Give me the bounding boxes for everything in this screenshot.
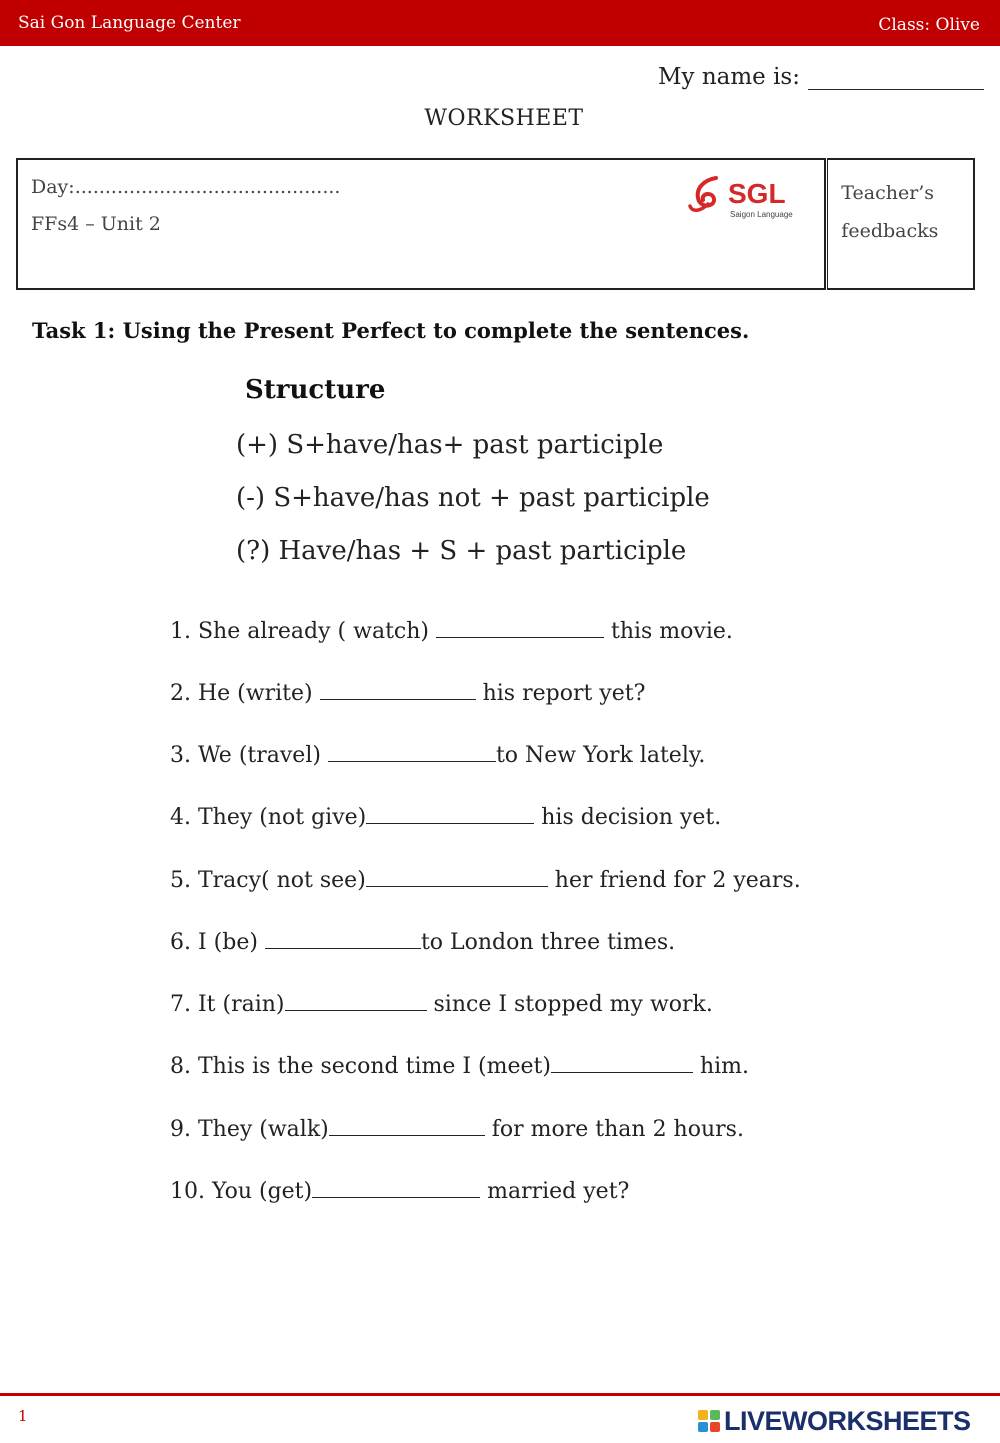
unit-label: FFs4 – Unit 2 — [31, 213, 161, 235]
answer-blank[interactable] — [329, 1116, 485, 1136]
day-field: Day:............................................ — [31, 176, 341, 198]
header-bar — [0, 0, 1000, 46]
question-item — [170, 867, 801, 893]
answer-blank[interactable] — [366, 867, 548, 887]
answer-blank[interactable] — [366, 804, 534, 824]
question-item — [170, 991, 713, 1017]
question-text: 5. Tracy( not see) — [170, 868, 366, 893]
answer-blank[interactable] — [312, 1178, 480, 1198]
question-text: married yet? — [480, 1179, 630, 1204]
sgl-swoosh-icon — [686, 172, 730, 220]
structure-question: (?) Have/has + S + past participle — [236, 536, 687, 566]
question-text: 2. He (write) — [170, 681, 320, 706]
question-text: his report yet? — [475, 681, 646, 706]
question-text: 10. You (get) — [170, 1179, 313, 1204]
question-item — [170, 680, 645, 706]
question-text: 1. She already ( watch) — [170, 619, 436, 644]
question-text: 3. We (travel) — [170, 743, 328, 768]
question-text: his decision yet. — [534, 805, 722, 830]
answer-blank[interactable] — [328, 742, 496, 762]
feedback-label: Teacher’s feedbacks — [841, 182, 939, 242]
answer-blank[interactable] — [265, 929, 421, 949]
class-label: Class: Olive — [878, 15, 980, 35]
page-title: WORKSHEET — [424, 106, 584, 131]
liveworksheets-logo[interactable] — [698, 1405, 971, 1437]
question-text: 9. They (walk) — [170, 1117, 329, 1142]
school-name: Sai Gon Language Center — [18, 13, 241, 33]
question-text: since I stopped my work. — [426, 992, 713, 1017]
question-text: 7. It (rain) — [170, 992, 285, 1017]
question-text: 8. This is the second time I (meet) — [170, 1054, 551, 1079]
question-item — [170, 1053, 749, 1079]
page-number: 1 — [18, 1407, 28, 1425]
question-text: 4. They (not give) — [170, 805, 367, 830]
question-item — [170, 1178, 629, 1204]
question-item — [170, 804, 721, 830]
structure-negative: (-) S+have/has not + past participle — [236, 483, 710, 513]
answer-blank[interactable] — [436, 618, 604, 638]
question-item — [170, 618, 733, 644]
sgl-logo — [686, 172, 796, 220]
footer-divider — [0, 1393, 1000, 1396]
structure-affirmative: (+) S+have/has+ past participle — [236, 430, 664, 460]
answer-blank[interactable] — [551, 1053, 693, 1073]
structure-title: Structure — [245, 375, 386, 405]
question-text: him. — [692, 1054, 750, 1079]
answer-blank[interactable] — [320, 680, 476, 700]
question-item — [170, 1116, 744, 1142]
info-main-cell — [16, 158, 826, 290]
name-label: My name is: — [657, 64, 800, 90]
question-text: her friend for 2 years. — [547, 868, 801, 893]
question-item — [170, 742, 705, 768]
question-text: to New York lately. — [495, 743, 706, 768]
logo-subtext: Saigon Language — [730, 210, 793, 219]
name-blank[interactable] — [808, 70, 984, 90]
question-text: for more than 2 hours. — [484, 1117, 744, 1142]
name-field-row — [658, 64, 984, 90]
question-item — [170, 929, 675, 955]
question-text: to London three times. — [420, 930, 676, 955]
answer-blank[interactable] — [285, 991, 427, 1011]
task-heading: Task 1: Using the Present Perfect to complete the sentences. — [32, 318, 750, 343]
question-text: this movie. — [603, 619, 733, 644]
info-box — [16, 158, 975, 290]
liveworksheets-brand: LIVEWORKSHEETS — [724, 1405, 971, 1436]
feedback-cell — [828, 158, 975, 290]
liveworksheets-blocks-icon — [698, 1410, 720, 1432]
logo-text: SGL — [728, 178, 786, 209]
question-text: 6. I (be) — [170, 930, 265, 955]
